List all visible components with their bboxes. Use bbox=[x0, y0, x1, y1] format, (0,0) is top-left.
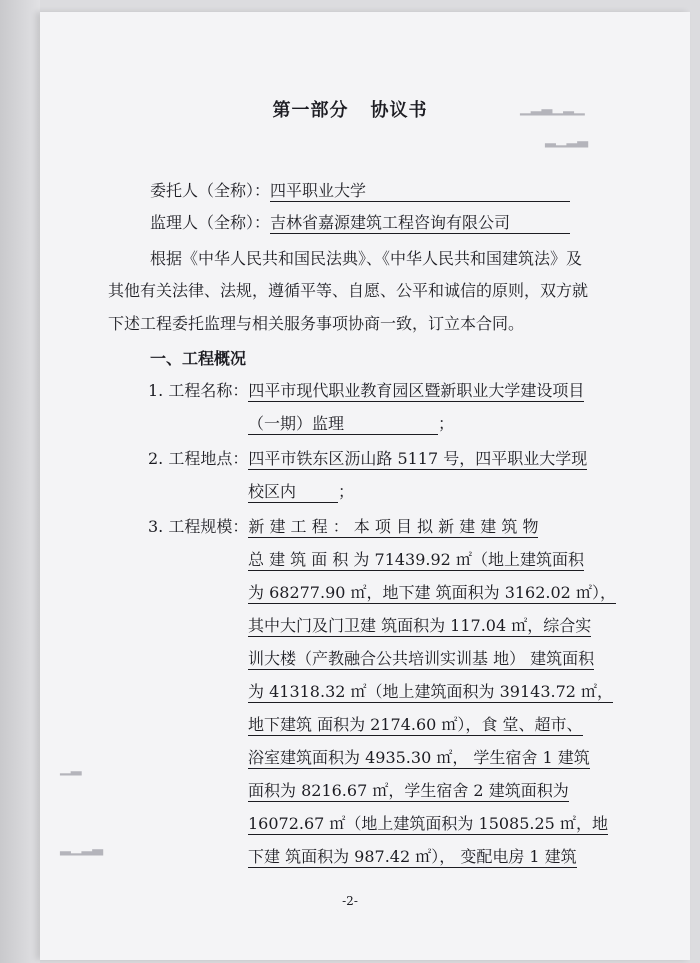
project-scale-text: 总 建 筑 面 积 为 71439.92 ㎡（地上建筑面积 bbox=[248, 547, 584, 571]
title-part-name: 协议书 bbox=[370, 100, 428, 121]
bleed-through-mark: ▁▂ bbox=[60, 760, 82, 776]
intro-line: 其他有关法律、法规，遵循平等、自愿、公平和诚信的原则，双方就 bbox=[108, 281, 589, 300]
item-project-name-cont bbox=[248, 411, 454, 435]
bleed-through-mark: ▂▁▂▃ bbox=[60, 840, 104, 856]
principal-value: 四平职业大学 bbox=[270, 178, 570, 202]
project-scale-line bbox=[248, 646, 594, 670]
title-part-label: 第一部分 bbox=[272, 100, 349, 121]
project-scale-text: 训大楼（产教融合公共培训实训基 地） 建筑面积 bbox=[248, 646, 594, 670]
project-name-label: 1. 工程名称： bbox=[148, 381, 249, 400]
page-title bbox=[0, 96, 700, 122]
project-scale-line bbox=[248, 547, 584, 571]
project-scale-line bbox=[248, 745, 590, 769]
project-scale-text: 地下建筑 面积为 2174.60 ㎡），食 堂、超市、 bbox=[248, 712, 583, 736]
project-scale-text: 为 41318.32 ㎡（地上建筑面积为 39143.72 ㎡， bbox=[248, 679, 613, 703]
project-scale-line: 新 建 工 程 ： 本 项 目 拟 新 建 建 筑 物 bbox=[248, 514, 538, 538]
project-location-value-cont: 校区内 bbox=[248, 479, 338, 503]
item-project-scale bbox=[148, 514, 538, 538]
supervisor-line bbox=[150, 210, 570, 234]
bleed-through-mark: ▁▂▃▁▂▁ bbox=[520, 100, 585, 116]
punctuation: ； bbox=[338, 482, 355, 501]
intro-line: 下述工程委托监理与相关服务事项协商一致，订立本合同。 bbox=[108, 314, 525, 333]
project-scale-text: 其中大门及门卫建 筑面积为 117.04 ㎡，综合实 bbox=[248, 613, 591, 637]
project-scale-line bbox=[248, 679, 613, 703]
project-location-label: 2. 工程地点： bbox=[148, 449, 249, 468]
section-heading: 一、工程概况 bbox=[150, 349, 247, 368]
principal-line bbox=[150, 178, 570, 202]
project-scale-text: 浴室建筑面积为 4935.30 ㎡， 学生宿舍 1 建筑 bbox=[248, 745, 590, 769]
item-project-name bbox=[148, 378, 584, 402]
project-name-value-cont: （一期）监理 bbox=[248, 411, 438, 435]
supervisor-value: 吉林省嘉源建筑工程咨询有限公司 bbox=[270, 210, 570, 234]
project-scale-text: 面积为 8216.67 ㎡，学生宿舍 2 建筑面积为 bbox=[248, 778, 569, 802]
project-scale-line bbox=[248, 844, 577, 868]
item-project-location-cont bbox=[248, 479, 354, 503]
project-scale-line bbox=[248, 811, 608, 835]
previous-page-edge bbox=[0, 0, 40, 963]
project-name-value: 四平市现代职业教育园区暨新职业大学建设项目 bbox=[248, 378, 584, 402]
project-scale-label: 3. 工程规模： bbox=[148, 517, 249, 536]
intro-line: 根据《中华人民共和国民法典》、《中华人民共和国建筑法》及 bbox=[150, 249, 583, 268]
project-scale-line bbox=[248, 580, 616, 604]
principal-label: 委托人（全称）： bbox=[150, 181, 271, 200]
project-scale-text: 下建 筑面积为 987.42 ㎡）， 变配电房 1 建筑 bbox=[248, 844, 577, 868]
project-scale-line bbox=[248, 613, 591, 637]
project-scale-text: 为 68277.90 ㎡，地下建 筑面积为 3162.02 ㎡）， bbox=[248, 580, 616, 604]
item-project-location bbox=[148, 446, 587, 470]
supervisor-label: 监理人（全称）： bbox=[150, 213, 271, 232]
bleed-through-mark: ▂▁▂▃ bbox=[545, 132, 589, 148]
project-scale-line bbox=[248, 778, 569, 802]
project-location-value: 四平市铁东区沥山路 5117 号，四平职业大学现 bbox=[248, 446, 587, 470]
punctuation: ； bbox=[438, 414, 455, 433]
project-scale-line bbox=[248, 712, 583, 736]
project-scale-text: 16072.67 ㎡（地上建筑面积为 15085.25 ㎡，地 bbox=[248, 811, 608, 835]
page-number: -2- bbox=[342, 894, 358, 908]
